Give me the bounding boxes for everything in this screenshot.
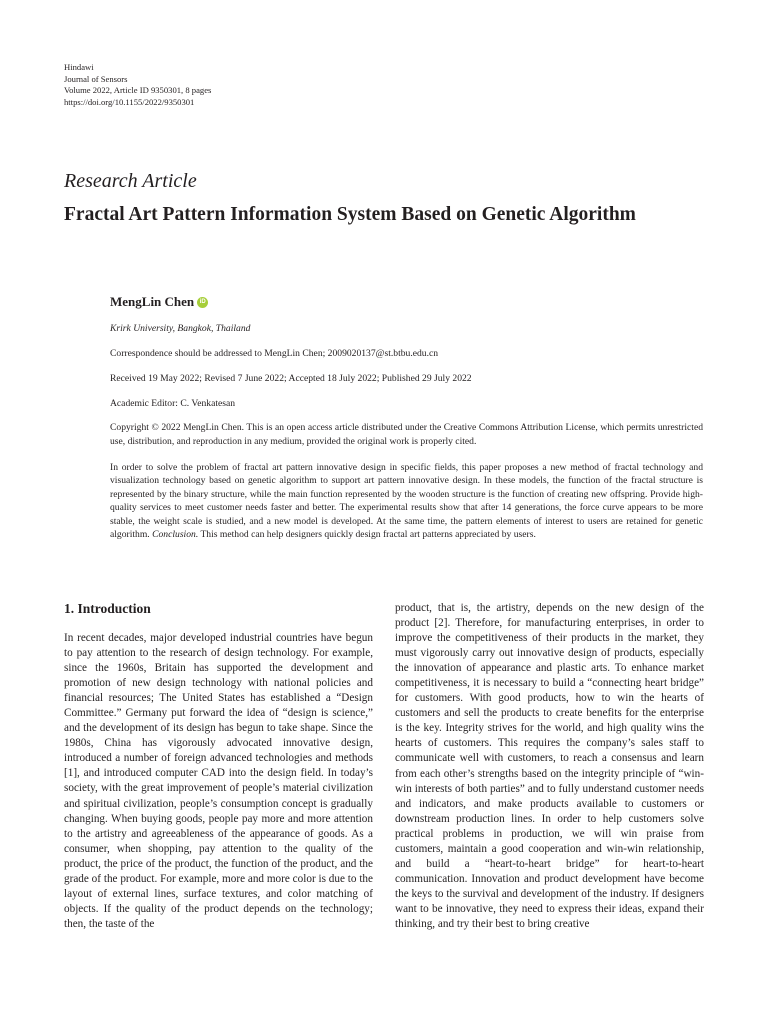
publication-dates: Received 19 May 2022; Revised 7 June 2022; Accepted 18 July 2022; Published 29 July 2022: [110, 373, 472, 384]
conclusion-text: This method can help designers quickly design fractal art patterns appreciated by users.: [198, 529, 536, 541]
academic-editor: Academic Editor: C. Venkatesan: [110, 398, 236, 409]
article-type: Research Article: [64, 170, 197, 192]
paper-title: Fractal Art Pattern Information System Based on Genetic Algorithm: [64, 204, 636, 225]
author-line: [110, 294, 208, 310]
journal-header: [64, 62, 211, 108]
abstract-body: In order to solve the problem of fractal art pattern innovative design in specific fields, this paper proposes a new method of fractal technology and visualization technology based on genetic algorithm to support art pattern innovative design. In these models, the function of the fractal structure is represented by the binary structure, while the main function represented by the wooden structure is the function of creating new offspring. Provide high-quality services to meet customer needs faster and better. The experimental results show that after 14 generations, the force curve appears to be more stable, the weight scale is studied, and a new model is developed. At the same time, the pattern elements of interest to users are retained for genetic algorithm.: [110, 462, 703, 541]
author-name[interactable]: MengLin Chen: [110, 294, 195, 309]
doi-link[interactable]: https://doi.org/10.1155/2022/9350301: [64, 96, 195, 107]
orcid-icon[interactable]: iD: [197, 297, 208, 308]
conclusion-label: Conclusion.: [152, 529, 199, 541]
volume-line: Volume 2022, Article ID 9350301, 8 pages: [64, 85, 212, 95]
publisher-name: Hindawi: [64, 62, 94, 72]
affiliation: Krirk University, Bangkok, Thailand: [110, 323, 251, 334]
body-column-right: product, that is, the artistry, depends on the new design of the product [2]. Therefore, for manufacturing enterprises, in order to improve the competitiveness of their products in the market, they must vigorously carry out innovative design of products, especially the innovation of appearance and plastic arts. To enhance market competitiveness, it is necessary to build a “connecting heart bridge” for customers. With good products, how to win the hearts of customers and sell the products to create benefits for the enterprise is the key. Integrity strives for the world, and high quality wins the hearts of customers. This requires the company’s sales staff to communicate well with customers, to reach a consensus and learn from each other’s strengths based on the integrity principle of “win-win interests of both parties” and to fully understand customer needs and indicators, and make products available to customers or downstream production lines. In order to help customers solve practical problems in production, we will win praise from customers, maintain a good cooperation and win-win relationship, and build a “heart-to-heart bridge” for heart-to-heart communication. Innovation and product development have become the keys to the survival and development of the industry. If designers want to be innovative, they need to express their ideas, expand their thinking, and try their best to bring creative: [395, 602, 704, 930]
copyright-notice: Copyright © 2022 MengLin Chen. This is an open access article distributed under the Creative Commons Attribution License, which permits unrestricted use, distribution, and reproduction in any medium, provided the original work is properly cited.: [110, 422, 703, 447]
journal-name: Journal of Sensors: [64, 73, 128, 84]
abstract: [110, 461, 703, 541]
correspondence: Correspondence should be addressed to MengLin Chen; 2009020137@st.btbu.edu.cn: [110, 348, 439, 359]
section-heading: 1. Introduction: [64, 601, 151, 616]
body-column-left: In recent decades, major developed industrial countries have begun to pay attention to the research of design technology. For example, since the 1960s, Britain has supported the development and promotion of new design technology with national policies and financial resources; The United States has established a “Design Committee.” Germany put forward the idea of “design is science,” and the development of its design has begun to take shape. Since the 1980s, China has vigorously advocated innovative design, introduced a number of foreign advanced technologies and methods [1], and introduced computer CAD into the design field. In today’s society, with the great improvement of people’s material civilization and spiritual civilization, people’s consumption concept is gradually changing. When buying goods, people pay more and more attention to the artistry and agreeableness of the appearance of goods. As a consumer, when shopping, pay attention to the quality of the product, the price of the product, the function of the product, and the grade of the product. For example, more and more color is due to the layout of external lines, surface textures, and color matching of objects. If the quality of the product depends on the technology; then, the taste of the: [64, 632, 373, 930]
